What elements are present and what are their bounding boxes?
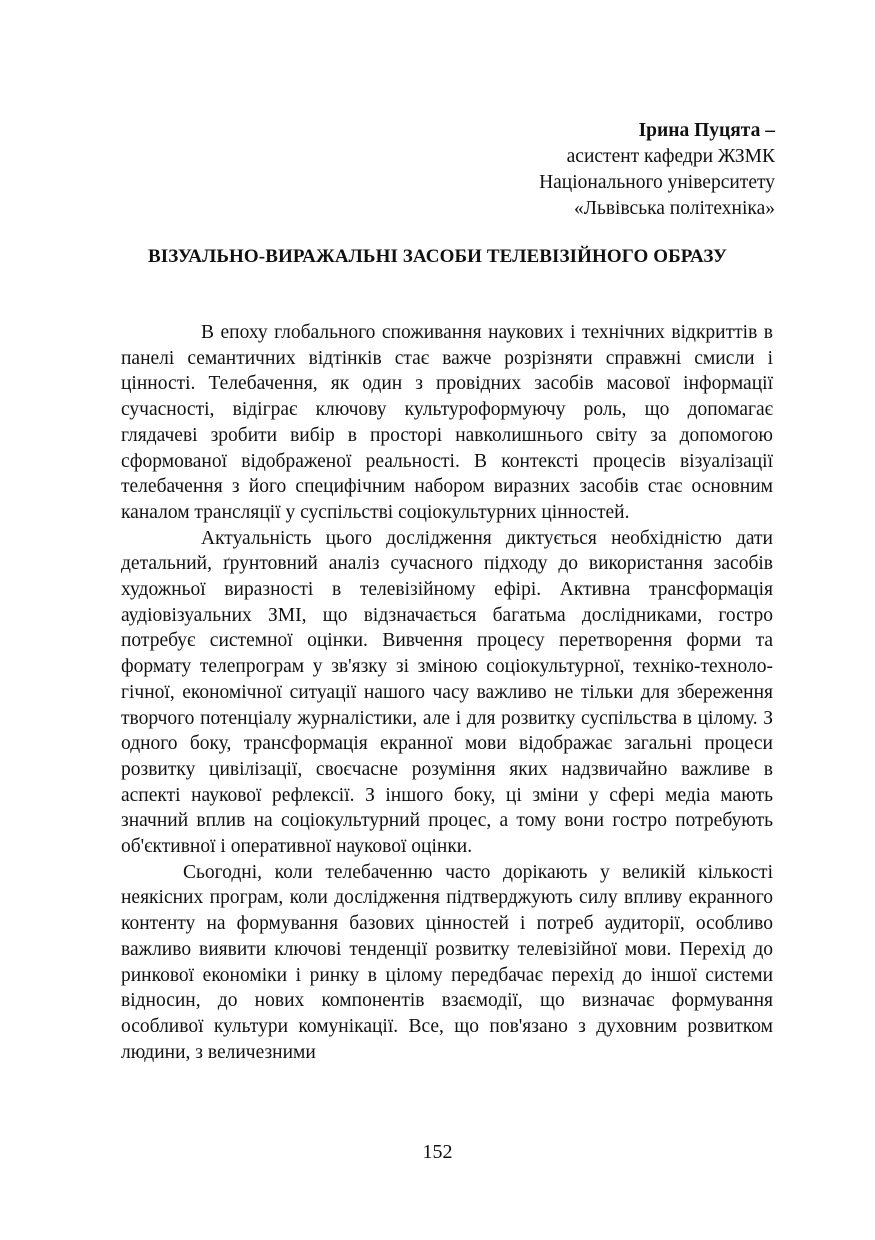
- author-university-name: «Львівська політехніка»: [573, 198, 775, 219]
- author-name: Ірина Пуцята –: [638, 120, 775, 141]
- author-block: [539, 118, 775, 222]
- paragraph: В епоху глобального споживання наукових і технічних відкриттів в панелі семантичних відтінків стає важче розрізняти справжні смисли і цінності. Телебачення, як один з провідних засобів масової інформації сучасності, відіграє ключову культуроформуючу роль, що допомагає глядачеві зробити вибір в просторі навколишнього світу за допомогою сформованої відображеної реальності. В контексті процесів візуалізації телебачення з його специфічним набором виразних засобів стає основним каналом трансляції у суспільстві соціокультурних цінностей.: [121, 322, 773, 523]
- paragraph: Сьогодні, коли телебаченню часто дорікають у великій кількості неякісних програм, коли дослідження підтверджують силу впливу екранного контенту на формування базових цінностей і потреб аудиторії, особливо важливо виявити ключові тенденції розвитку телевізійної мови. Перехід до ринкової економіки і ринку в цілому передбачає перехід до іншої системи відносин, до нових компонентів взаємодії, що визначає формування особливої культури комунікації. Все, що пов'язано з духовним розвитком людини, з величезними: [121, 861, 773, 1063]
- article-title: ВІЗУАЛЬНО-ВИРАЖАЛЬНІ ЗАСОБИ ТЕЛЕВІЗІЙНОГО ОБРАЗУ: [147, 246, 728, 267]
- article-body: [121, 320, 773, 1065]
- author-position: асистент кафедри ЖЗМК: [566, 146, 775, 167]
- paragraph: Актуальність цього дослідження диктується необхідністю дати детальний, ґрунтовний аналіз сучасного підходу до використання засобів художньої виразності в телевізійному ефірі. Активна трансформація аудіовізуальних ЗМІ, що відзначається багатьма дослідниками, гостро потребує системної оцінки. Вивчення процесу перетворення форми та формату телепрограм у зв'язку зі зміною соціокультурної, техніко-техноло-гічної, економічної ситуації нашого часу важливо не тільки для збереження творчого потенціалу журналістики, але і для розвитку суспільства в цілому. З одного боку, трансформація екранної мови відображає загальні процеси розвитку цивілізації, своєчасне розуміння яких надзвичайно важливе в аспекті наукової рефлексії. З іншого боку, ці зміни у сфері медіа мають значний вплив на соціокультурний процес, а тому вони гостро потребують об'єктивної і оперативної наукової оцінки.: [121, 527, 773, 858]
- page-number: 152: [422, 1141, 453, 1163]
- author-university: Національного університету: [539, 172, 775, 193]
